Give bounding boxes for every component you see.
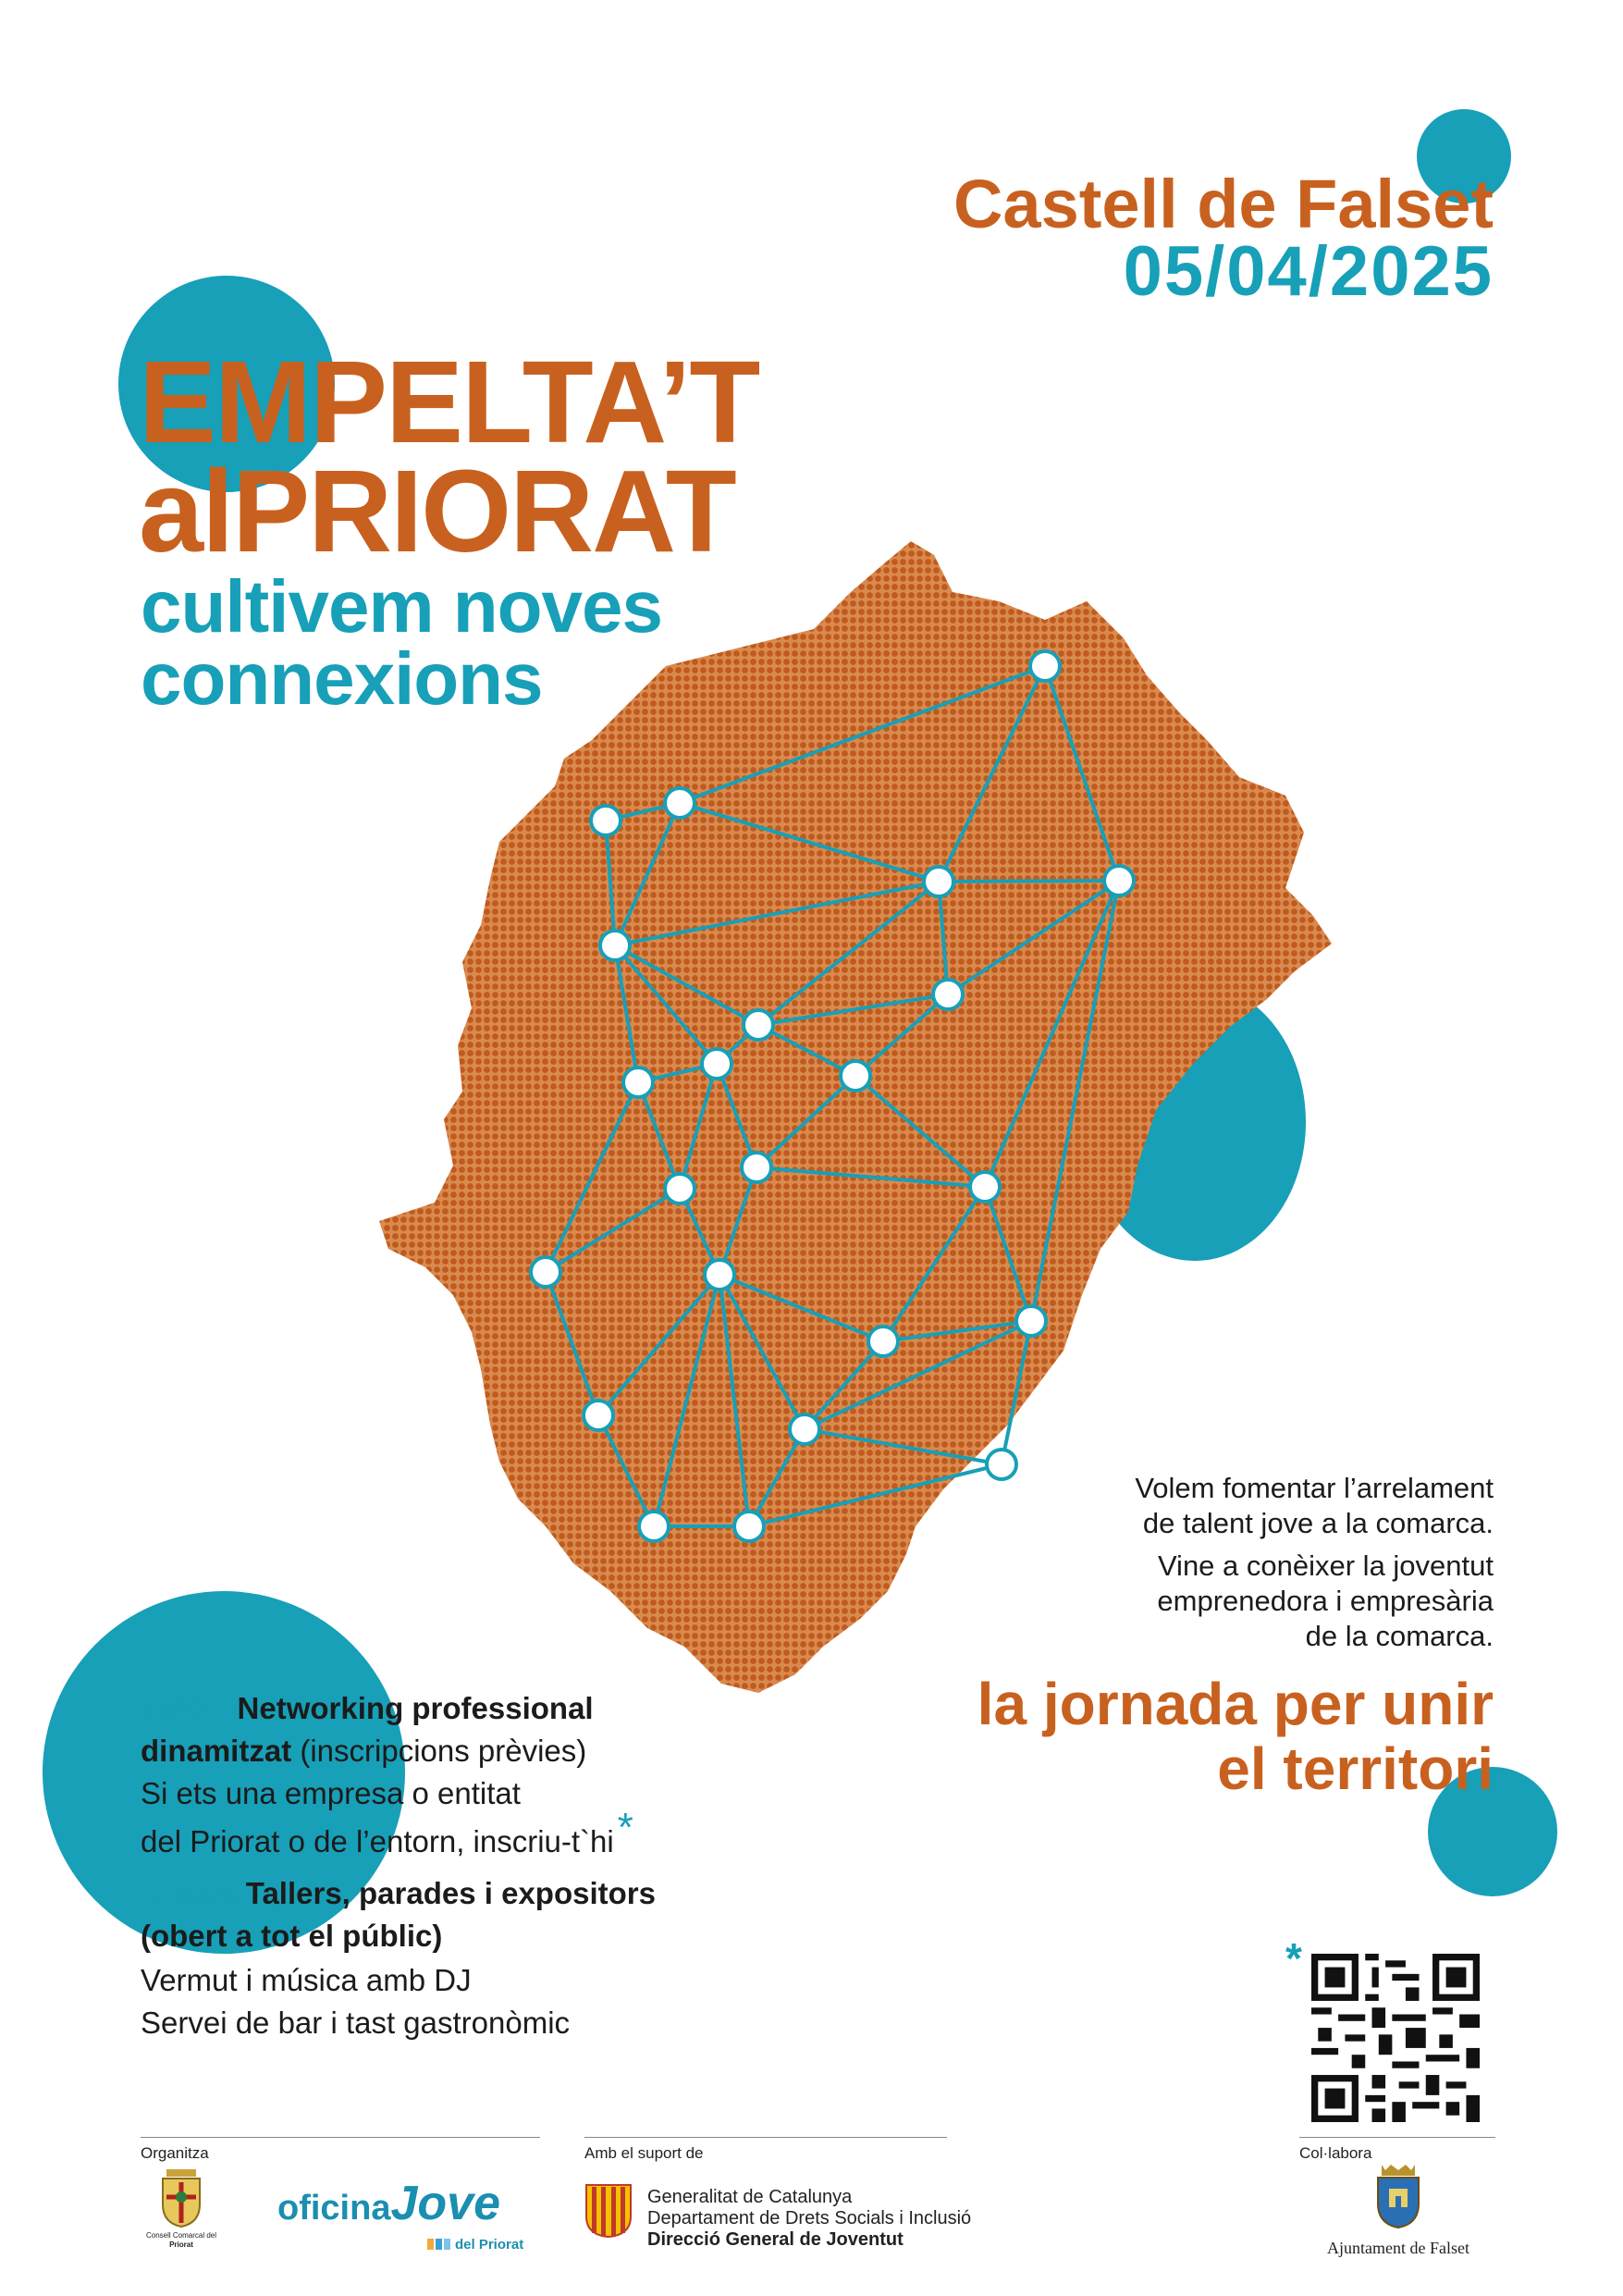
oficina-jove-logo xyxy=(277,2176,500,2231)
program-item1-heading-2 xyxy=(141,1735,586,1766)
intro-line3: Vine a conèixer la joventut xyxy=(1157,1549,1494,1582)
footer-separator-organitza xyxy=(141,2137,540,2138)
oficina-word: oficina xyxy=(277,2189,391,2228)
intro-line2: de talent jove a la comarca. xyxy=(1142,1507,1494,1539)
intro-line5: de la comarca. xyxy=(1305,1620,1494,1652)
oficina-priorat-word: del Priorat xyxy=(455,2237,524,2253)
qr-code[interactable] xyxy=(1311,1954,1480,2122)
event-title-line2: alPRIORAT xyxy=(139,446,735,576)
program-item2-note: (obert a tot el públic) xyxy=(141,1919,443,1953)
event-venue: Castell de Falset xyxy=(953,166,1494,242)
generalitat-senyera-icon xyxy=(584,2183,633,2239)
qr-asterisk: * xyxy=(1285,1934,1302,1982)
gencat-line3: Direcció General de Joventut xyxy=(647,2229,904,2250)
tagline-line2: el territori xyxy=(1217,1735,1494,1802)
jove-word: Jove xyxy=(390,2177,500,2230)
ajuntament-falset-shield-icon xyxy=(1372,2163,1424,2229)
program-item1-detail1: Si ets una empresa o entitat xyxy=(141,1776,521,1810)
tagline-line1: la jornada per unir xyxy=(977,1671,1494,1737)
event-subtitle-line2: connexions xyxy=(141,637,543,720)
program-item1-note: (inscripcions prèvies) xyxy=(291,1734,587,1768)
footer-label-collabora: Col·labora xyxy=(1299,2144,1372,2162)
program-asterisk: * xyxy=(617,1805,633,1850)
ajuntament-falset-label: Ajuntament de Falset xyxy=(1327,2239,1469,2257)
program-item1-heading xyxy=(141,1693,594,1723)
event-subtitle-line1: cultivem noves xyxy=(141,565,663,648)
consell-line1: Consell Comarcal del xyxy=(145,2231,217,2240)
footer-label-organitza: Organitza xyxy=(141,2144,209,2162)
program-item1-time: 9:00h. xyxy=(141,1691,229,1725)
event-title-line1: EMPELTA’T xyxy=(139,337,759,467)
intro-line4: emprenedora i empresària xyxy=(1157,1585,1494,1617)
generalitat-text xyxy=(647,2187,971,2251)
program-item1-title-b: dinamitzat xyxy=(141,1734,292,1768)
program-item1-title-a: Networking professional xyxy=(228,1691,594,1725)
consell-line2: Priorat xyxy=(169,2240,193,2249)
program-item2-title: Tallers, parades i expositors xyxy=(245,1876,656,1910)
program-item2-detail2: Servei de bar i tast gastronòmic xyxy=(141,2006,571,2040)
footer-label-suport: Amb el suport de xyxy=(584,2144,704,2162)
program-item2-detail1: Vermut i música amb DJ xyxy=(141,1963,472,1997)
gencat-line2: Departament de Drets Socials i Inclusió xyxy=(647,2208,972,2228)
program-item1-detail2: del Priorat o de l’entorn, inscriu-t`hi xyxy=(141,1824,614,1858)
gencat-line1: Generalitat de Catalunya xyxy=(647,2187,853,2207)
program-item1-detail2-row xyxy=(141,1805,633,1859)
program-item2-time: 12:00h. xyxy=(141,1876,246,1910)
footer-separator-collabora xyxy=(1299,2137,1495,2138)
footer-separator-suport xyxy=(584,2137,947,2138)
consell-comarcal-label xyxy=(139,2231,224,2249)
intro-line1: Volem fomentar l’arrelament xyxy=(1135,1472,1494,1504)
event-date: 05/04/2025 xyxy=(1123,232,1494,311)
consell-comarcal-shield-icon xyxy=(159,2169,203,2228)
program-item2-heading xyxy=(141,1878,656,1908)
